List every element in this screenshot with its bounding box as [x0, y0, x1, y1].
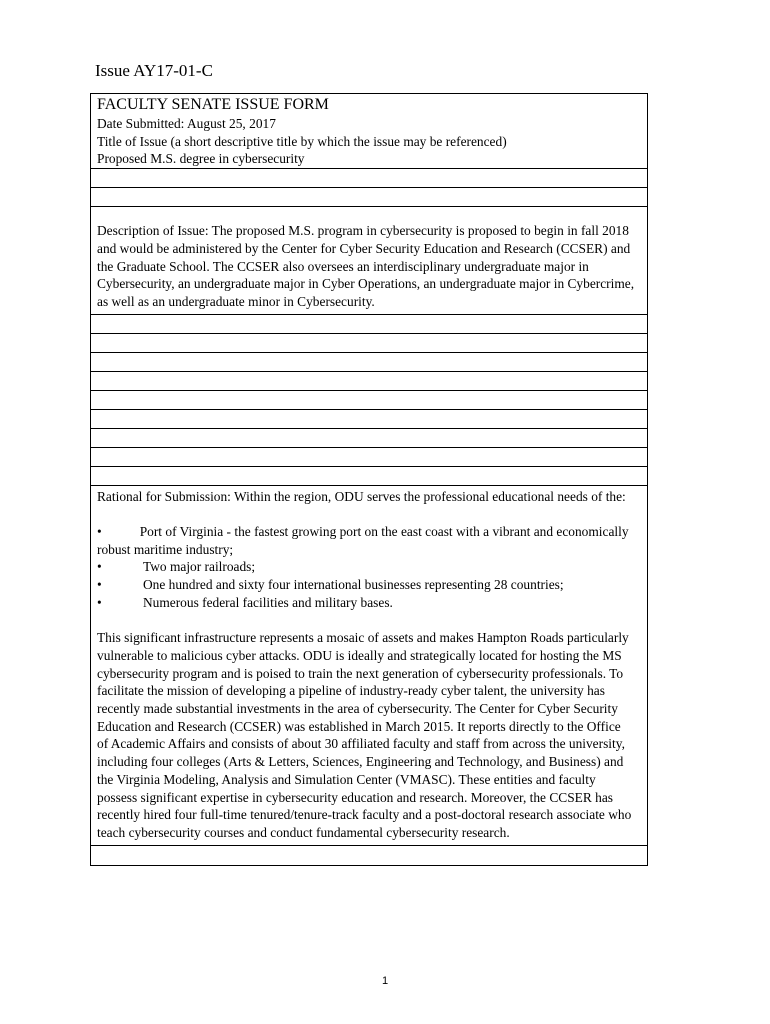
rationale-section	[91, 486, 647, 846]
issue-id: Issue AY17-01-C	[95, 61, 213, 80]
date-submitted: Date Submitted: August 25, 2017	[97, 116, 276, 131]
bullet-item	[97, 558, 641, 576]
empty-row	[91, 846, 647, 865]
bullet-text: Two major railroads;	[143, 559, 256, 575]
issue-form	[90, 93, 648, 866]
bullet-symbol: •	[97, 577, 102, 593]
bullet-item	[97, 523, 641, 558]
rationale-body: This significant infrastructure represents a mosaic of assets and makes Hampton Roads particularly vulnerable to malicious cyber attacks. ODU is ideally and strategically located for hosting the MS cybersecurity program and is poised to train the next generation of cybersecurity professionals. To facilitate the mission of developing a pipeline of industry-ready cyber talent, the university has recently made substantial investments in the area of cybersecurity. The Center for Cyber Security Education and Research (CCSER) was established in March 2015. It reports directly to the Office of Academic Affairs and consists of about 30 affiliated faculty and staff from across the university, including four colleges (Arts & Letters, Sciences, Engineering and Technology, and Business) and the Virginia Modeling, Analysis and Simulation Center (VMASC). These entities and faculty possess significant expertise in cybersecurity education and research. Moreover, the CCSER has recently hired four full-time tenured/tenure-track faculty and a post-doctoral research associate who teach cybersecurity courses and conduct fundamental cybersecurity research.	[97, 630, 632, 840]
form-title: FACULTY SENATE ISSUE FORM	[97, 96, 329, 113]
bullet-text: One hundred and sixty four international businesses representing 28 countries;	[143, 577, 564, 593]
empty-row	[91, 429, 647, 448]
empty-row	[91, 391, 647, 410]
empty-row	[91, 448, 647, 467]
title-of-issue-value: Proposed M.S. degree in cybersecurity	[91, 150, 647, 169]
rationale-bullets	[97, 523, 641, 612]
bullet-symbol: •	[97, 594, 102, 610]
empty-row	[91, 188, 647, 207]
empty-row	[91, 315, 647, 334]
empty-row	[91, 372, 647, 391]
empty-row	[91, 467, 647, 486]
empty-row	[91, 334, 647, 353]
bullet-symbol: •	[97, 559, 102, 575]
title-of-issue-label: Title of Issue (a short descriptive title by which the issue may be referenced)	[97, 133, 507, 149]
bullet-symbol: •	[97, 524, 102, 540]
page-number: 1	[381, 975, 389, 987]
rationale-intro: Rational for Submission: Within the region, ODU serves the professional educational needs of the:	[97, 488, 626, 504]
bullet-text: Port of Virginia - the fastest growing port on the east coast with a vibrant and economically robust maritime industry;	[97, 524, 629, 557]
issue-description: Description of Issue: The proposed M.S. program in cybersecurity is proposed to begin in fall 2018 and would be administered by the Center for Cyber Security Education and Research (CCSER) and the Graduate School. The CCSER also oversees an interdisciplinary undergraduate major in Cybersecurity, an undergraduate major in Cyber Operations, an undergraduate major in Cybercrime, as well as an undergraduate minor in Cybersecurity.	[91, 207, 647, 315]
empty-row	[91, 353, 647, 372]
bullet-text: Numerous federal facilities and military bases.	[143, 594, 393, 610]
bullet-item	[97, 594, 641, 612]
bullet-item	[97, 576, 641, 594]
empty-row	[91, 169, 647, 188]
empty-row	[91, 410, 647, 429]
